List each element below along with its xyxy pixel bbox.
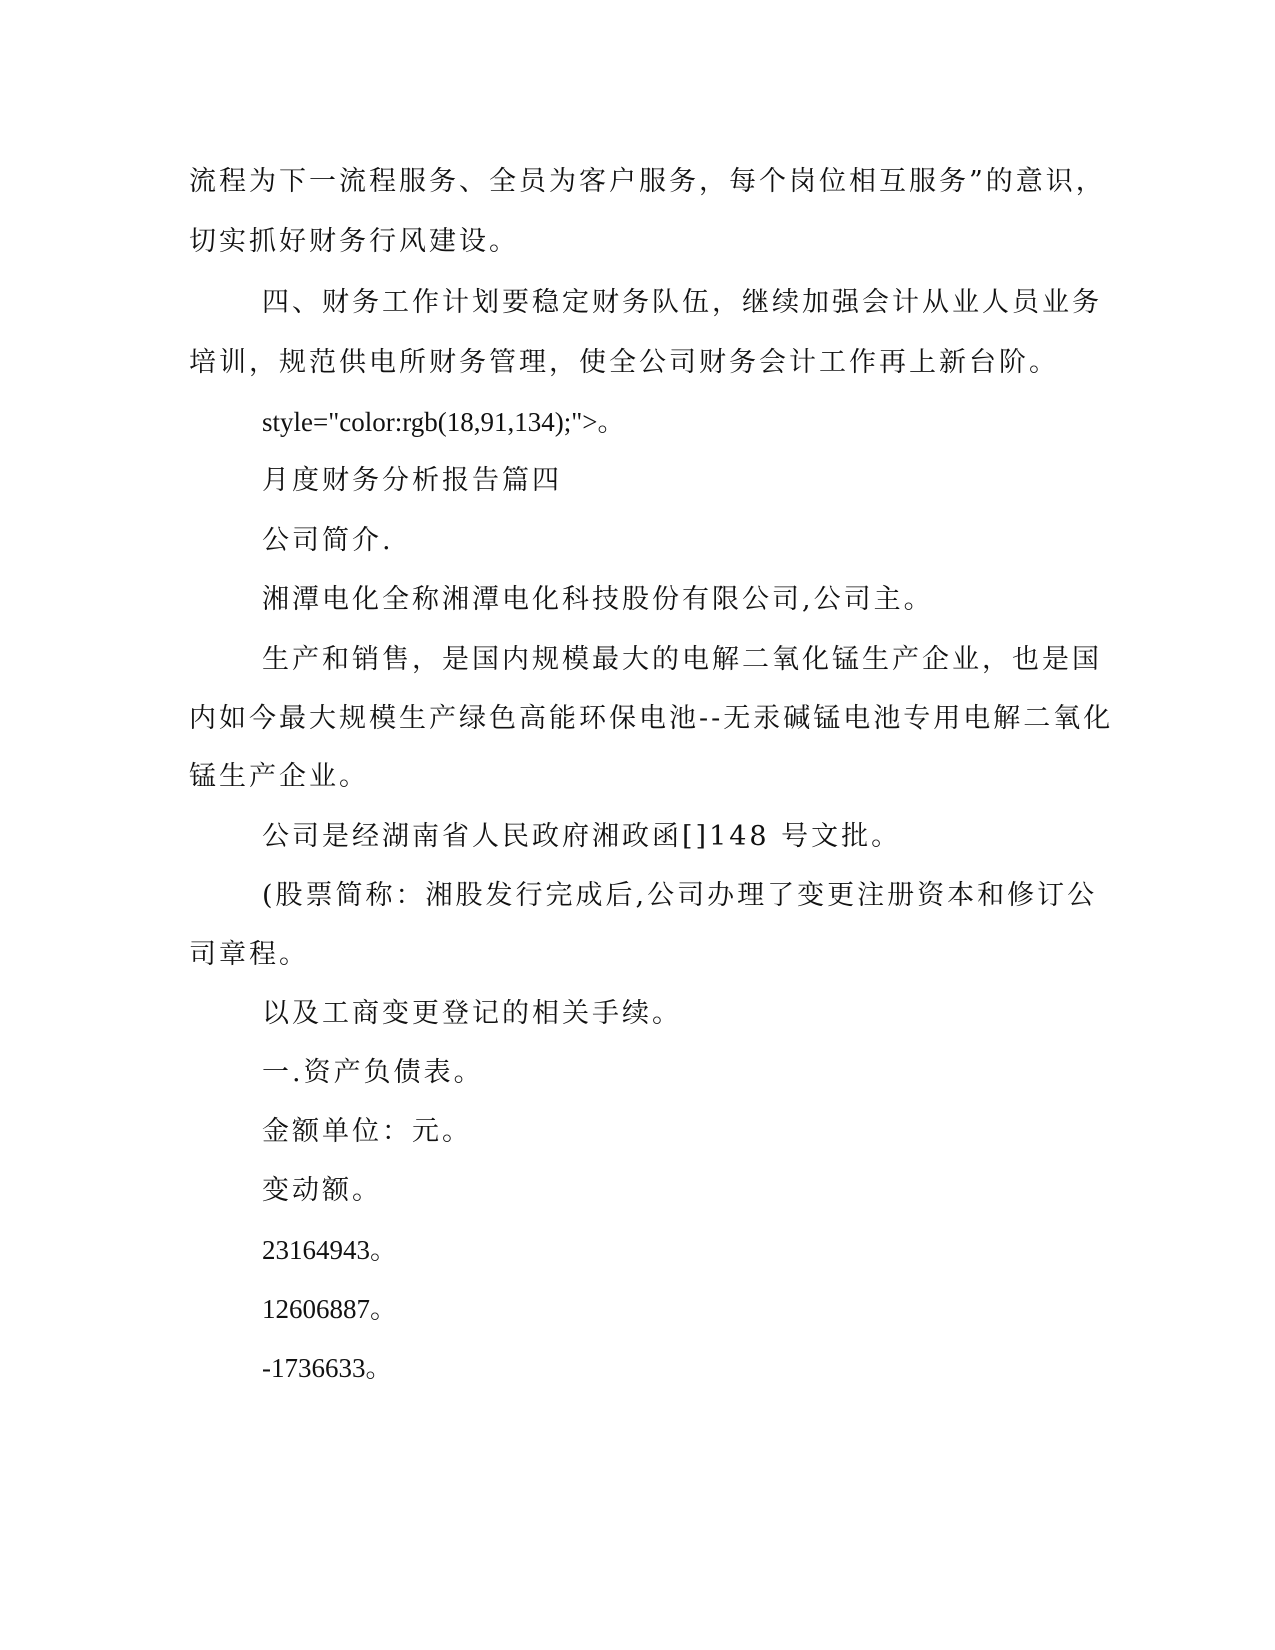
text-line: 司章程。 — [189, 939, 309, 970]
text-line: 流程为下一流程服务、全员为客户服务，每个岗位相互服务”的意识， — [189, 166, 1106, 197]
text-line: 生产和销售，是国内规模最大的电解二氧化锰生产企业，也是国 — [262, 644, 1102, 675]
text-line: 以及工商变更登记的相关手续。 — [262, 998, 682, 1029]
text-line: 变动额。 — [262, 1175, 382, 1206]
text-line: 切实抓好财务行风建设。 — [189, 226, 519, 257]
text-line: 四、财务工作计划要稳定财务队伍，继续加强会计从业人员业务 — [262, 287, 1102, 318]
text-line: 一.资产负债表。 — [262, 1057, 484, 1088]
number-line: 12606887。 — [262, 1294, 397, 1324]
number-line: -1736633。 — [262, 1353, 393, 1383]
text-line: 湘潭电化全称湘潭电化科技股份有限公司,公司主。 — [262, 584, 934, 615]
text-line: 锰生产企业。 — [189, 761, 369, 792]
text-line: (股票简称：湘股发行完成后,公司办理了变更注册资本和修订公 — [262, 880, 1098, 911]
text-line: 内如今最大规模生产绿色高能环保电池--无汞碱锰电池专用电解二氧化 — [189, 703, 1114, 734]
number-line: 23164943。 — [262, 1235, 397, 1265]
text-line: 培训，规范供电所财务管理，使全公司财务会计工作再上新台阶。 — [189, 347, 1059, 378]
text-line: style="color:rgb(18,91,134);">。 — [262, 407, 625, 437]
text-line: 公司简介. — [262, 525, 394, 556]
text-line: 公司是经湖南省人民政府湘政函[]148 号文批。 — [262, 821, 902, 852]
section-heading: 月度财务分析报告篇四 — [262, 465, 562, 496]
text-line: 金额单位：元。 — [262, 1116, 472, 1147]
